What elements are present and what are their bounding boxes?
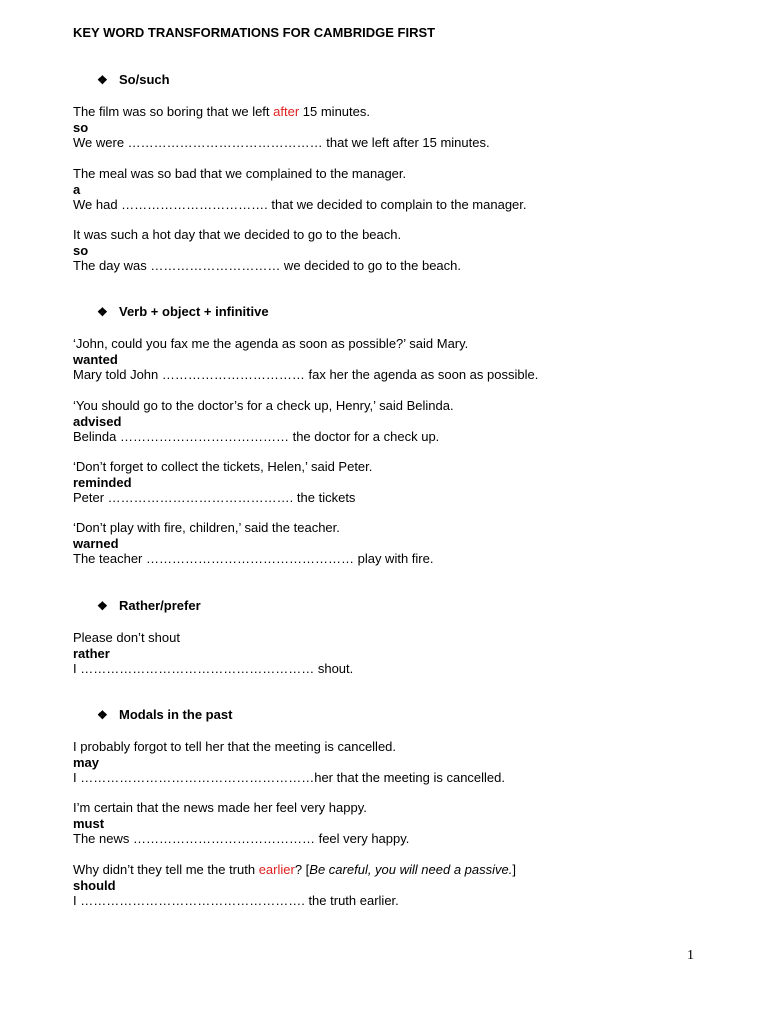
exercise-2 — [73, 166, 527, 213]
diamond-bullet-icon: ❖ — [97, 73, 108, 87]
key-word: so — [73, 119, 89, 135]
key-word: may — [73, 754, 100, 770]
exercise-sentence: ‘You should go to the doctor’s for a check up, Henry,’ said Belinda. — [73, 398, 454, 413]
gap-sentence: I ……………………………………………. the truth earlier. — [73, 893, 399, 908]
gap-sentence: I ………………………………………………her that the meeting is cancelled. — [73, 770, 506, 785]
gap-sentence: Belinda ………………………………… the doctor for a check up. — [73, 429, 440, 444]
sentence-text: Why didn’t they tell me the truth — [73, 862, 259, 877]
gap-sentence: Mary told John …………………………… fax her the agenda as soon as possible. — [73, 367, 539, 382]
gap-sentence: The news …………………………………… feel very happy. — [73, 831, 410, 846]
key-word: warned — [73, 535, 119, 551]
sentence-text: The film was so boring that we left — [73, 104, 274, 119]
highlighted-word: earlier — [258, 862, 295, 877]
exercise-sentence — [73, 104, 490, 120]
gap-sentence: The teacher ………………………………………… play with fire. — [73, 551, 434, 566]
gap-sentence: I ……………………………………………… shout. — [73, 661, 354, 676]
sentence-text: 15 minutes. — [299, 104, 370, 119]
exercise-8 — [73, 630, 353, 677]
section-heading-label: Verb + object + infinitive — [119, 304, 269, 319]
section-heading-modals-in-the-past — [97, 707, 232, 722]
key-word: must — [73, 815, 105, 831]
exercise-sentence: The meal was so bad that we complained to the manager. — [73, 166, 407, 181]
gap-sentence: We were ……………………………………… that we left after 15 minutes. — [73, 135, 490, 150]
section-heading-label: So/such — [119, 72, 170, 87]
exercise-9 — [73, 739, 505, 786]
key-word: advised — [73, 413, 122, 429]
exercise-6 — [73, 459, 372, 506]
exercise-sentence: It was such a hot day that we decided to go to the beach. — [73, 227, 402, 242]
page-title: KEY WORD TRANSFORMATIONS FOR CAMBRIDGE FIRST — [73, 25, 436, 40]
gap-sentence: Peter ……………………………………. the tickets — [73, 490, 356, 505]
key-word: wanted — [73, 351, 118, 367]
gap-sentence: We had ……………………………. that we decided to complain to the manager. — [73, 197, 527, 212]
exercise-sentence: I probably forgot to tell her that the meeting is cancelled. — [73, 739, 397, 754]
exercise-sentence: ‘Don’t forget to collect the tickets, Helen,’ said Peter. — [73, 459, 373, 474]
sentence-text: ] — [512, 862, 516, 877]
exercise-10 — [73, 800, 409, 847]
instruction-note: Be careful, you will need a passive. — [309, 862, 513, 877]
exercise-sentence: ‘John, could you fax me the agenda as soon as possible?’ said Mary. — [73, 336, 469, 351]
exercise-sentence — [73, 862, 516, 878]
diamond-bullet-icon: ❖ — [97, 599, 108, 613]
key-word: rather — [73, 645, 110, 661]
section-heading-label: Rather/prefer — [119, 598, 201, 613]
exercise-7 — [73, 520, 433, 567]
gap-sentence: The day was ………………………… we decided to go to the beach. — [73, 258, 462, 273]
diamond-bullet-icon: ❖ — [97, 708, 108, 722]
key-word: should — [73, 877, 116, 893]
diamond-bullet-icon: ❖ — [97, 305, 108, 319]
exercise-sentence: Please don’t shout — [73, 630, 180, 645]
exercise-5 — [73, 398, 454, 445]
section-heading-verb-object-infinitive — [97, 304, 269, 319]
section-heading-label: Modals in the past — [119, 707, 233, 722]
key-word: so — [73, 242, 89, 258]
section-heading-rather-prefer — [97, 598, 201, 613]
exercise-11 — [73, 862, 516, 909]
exercise-3 — [73, 227, 461, 274]
page-number: 1 — [687, 948, 694, 963]
key-word: reminded — [73, 474, 132, 490]
exercise-1 — [73, 104, 490, 151]
sentence-text: ? [ — [294, 862, 310, 877]
exercise-sentence: I’m certain that the news made her feel very happy. — [73, 800, 367, 815]
exercise-sentence: ‘Don’t play with fire, children,’ said the teacher. — [73, 520, 340, 535]
section-heading-so-such — [97, 72, 170, 87]
highlighted-word: after — [273, 104, 300, 119]
key-word: a — [73, 181, 81, 197]
exercise-4 — [73, 336, 538, 383]
